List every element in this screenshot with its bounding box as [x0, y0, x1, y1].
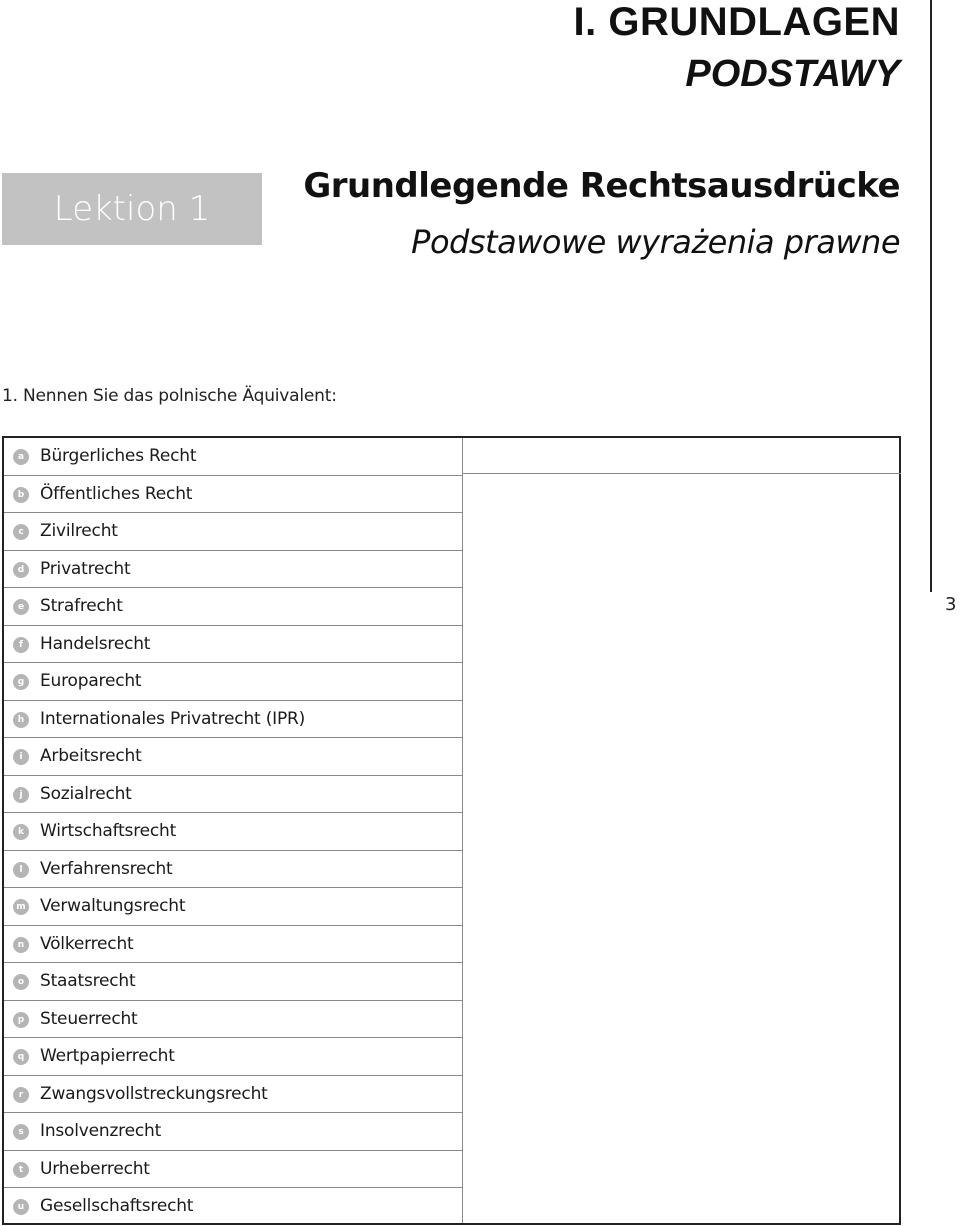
row-letter-badge: i: [13, 749, 29, 765]
row-letter-badge: t: [13, 1162, 29, 1178]
row-letter-badge: r: [13, 1087, 29, 1103]
exercise-instruction: 1. Nennen Sie das polnische Äquivalent:: [2, 386, 337, 406]
row-term: Privatrecht: [40, 558, 131, 579]
row-term: Internationales Privatrecht (IPR): [40, 708, 306, 729]
row-term: Sozialrecht: [40, 783, 132, 804]
row-term: Gesellschaftsrecht: [40, 1196, 194, 1216]
row-letter-badge: m: [13, 899, 29, 915]
table-row: [4, 888, 462, 926]
row-term: Arbeitsrecht: [40, 746, 142, 766]
row-letter-badge: b: [13, 487, 29, 503]
row-letter-badge: g: [13, 674, 29, 690]
row-letter-badge: a: [13, 449, 29, 465]
row-term: Europarecht: [40, 671, 142, 691]
table-row: [4, 701, 462, 739]
row-term: Zivilrecht: [40, 521, 118, 541]
row-term: Wirtschaftsrecht: [40, 821, 177, 841]
table-row: [4, 513, 462, 551]
row-term: Zwangsvollstreckungsrecht: [40, 1083, 268, 1104]
chapter-title: I. GRUNDLAGEN: [573, 0, 900, 44]
page-number: 3: [945, 594, 957, 615]
row-letter-badge: c: [13, 524, 29, 540]
table-row: [4, 1113, 462, 1151]
margin-rule: [930, 0, 932, 592]
row-letter-badge: s: [13, 1124, 29, 1140]
row-term: Strafrecht: [40, 596, 123, 616]
row-letter-badge: k: [13, 824, 29, 840]
table-row: [4, 1151, 462, 1189]
answer-column-rule: [463, 473, 901, 474]
row-letter-badge: f: [13, 637, 29, 653]
table-row: [4, 588, 462, 626]
lesson-title: Grundlegende Rechtsausdrücke: [303, 166, 900, 206]
table-row: [4, 776, 462, 814]
table-row: [4, 663, 462, 701]
row-term: Urheberrecht: [40, 1158, 150, 1179]
table-row: [4, 626, 462, 664]
row-letter-badge: p: [13, 1012, 29, 1028]
row-term: Öffentliches Recht: [40, 483, 193, 504]
row-term: Wertpapierrecht: [40, 1046, 175, 1066]
table-row: [4, 438, 462, 476]
table-row: [4, 476, 462, 514]
row-term: Steuerrecht: [40, 1008, 138, 1029]
vocabulary-rows: [4, 438, 899, 1226]
table-row: [4, 851, 462, 889]
row-letter-badge: u: [13, 1199, 29, 1215]
row-letter-badge: d: [13, 562, 29, 578]
chapter-subtitle: PODSTAWY: [685, 53, 900, 95]
row-term: Völkerrecht: [40, 933, 134, 954]
row-letter-badge: e: [13, 599, 29, 615]
row-term: Handelsrecht: [40, 633, 151, 654]
table-row: [4, 1188, 462, 1226]
table-row: [4, 963, 462, 1001]
lesson-label-box: Lektion 1: [2, 173, 262, 245]
row-letter-badge: l: [13, 862, 29, 878]
lesson-subtitle: Podstawowe wyrażenia prawne: [411, 223, 900, 261]
vocabulary-table: [2, 436, 901, 1225]
row-letter-badge: n: [13, 937, 29, 953]
row-term: Staatsrecht: [40, 971, 136, 991]
row-term: Insolvenzrecht: [40, 1121, 162, 1141]
table-row: [4, 1038, 462, 1076]
table-row: [4, 926, 462, 964]
table-row: [4, 813, 462, 851]
table-row: [4, 551, 462, 589]
row-term: Verfahrensrecht: [40, 858, 173, 879]
row-letter-badge: o: [13, 974, 29, 990]
row-term: Verwaltungsrecht: [40, 896, 186, 916]
table-column-divider: [462, 438, 463, 1223]
row-letter-badge: q: [13, 1049, 29, 1065]
row-term: Bürgerliches Recht: [40, 446, 197, 466]
row-letter-badge: h: [13, 712, 29, 728]
table-row: [4, 1076, 462, 1114]
row-letter-badge: j: [13, 787, 29, 803]
table-row: [4, 738, 462, 776]
table-row: [4, 1001, 462, 1039]
